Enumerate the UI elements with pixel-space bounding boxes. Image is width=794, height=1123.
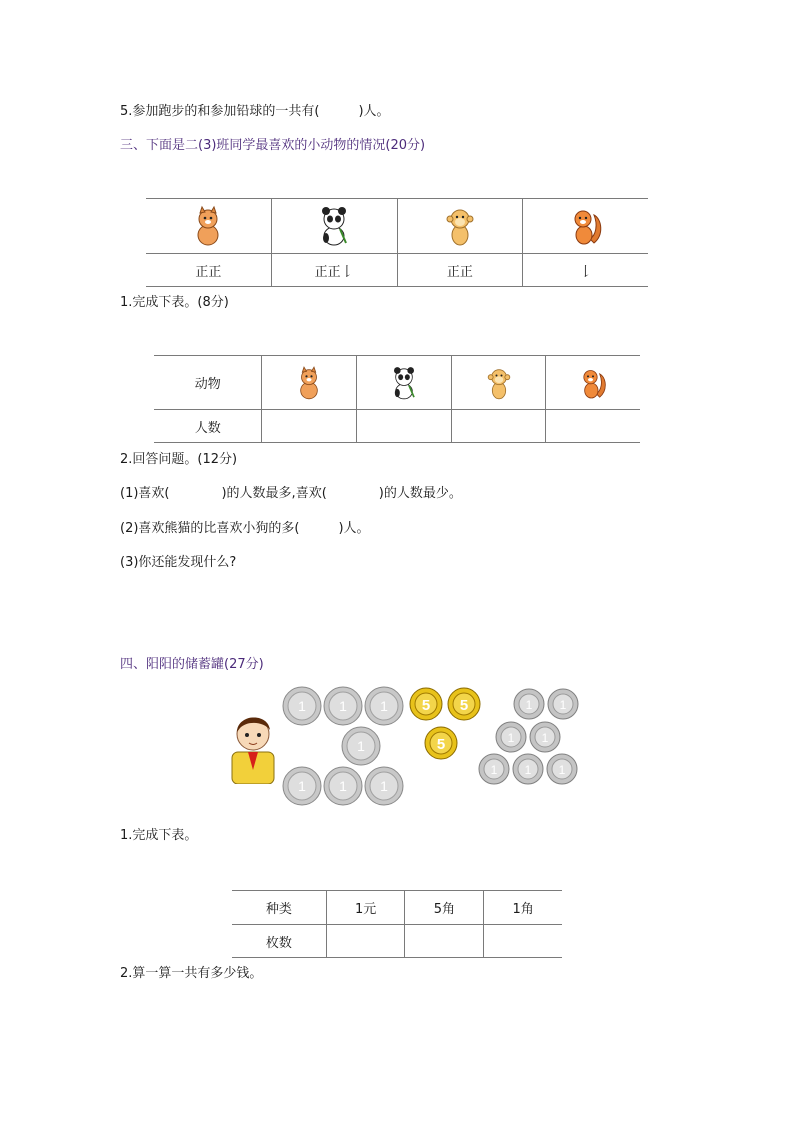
- section-3-title: 三、下面是二(3)班同学最喜欢的小动物的情况(20分): [120, 138, 426, 153]
- question-3-3: (3)你还能发现什么?: [120, 555, 237, 570]
- svg-text:1: 1: [541, 731, 549, 745]
- one-yuan-coin-2: [323, 686, 363, 730]
- count-cell-squirrel[interactable]: [546, 410, 640, 443]
- coin-icon: [546, 753, 578, 785]
- svg-text:5: 5: [421, 697, 431, 714]
- section-3-part-1: 1.完成下表。(8分): [120, 295, 229, 310]
- dog-icon: [190, 205, 226, 247]
- svg-text:1: 1: [380, 778, 388, 794]
- one-jiao-coin-6: [512, 753, 544, 789]
- one-yuan-coin-5: [282, 766, 322, 810]
- section-4-part-1: 1.完成下表。: [120, 828, 198, 843]
- count-cell-panda[interactable]: [357, 410, 452, 443]
- monkey-icon: [442, 205, 478, 247]
- header-one-yuan: 1元: [326, 891, 405, 925]
- coin-icon: [447, 687, 481, 721]
- svg-text:1: 1: [558, 763, 566, 777]
- svg-text:5: 5: [436, 736, 446, 753]
- question-5: 5.参加跑步的和参加铅球的一共有( )人。: [120, 104, 390, 119]
- section-3-part-2: 2.回答问题。(12分): [120, 452, 238, 467]
- animal-count-table: [154, 355, 640, 443]
- svg-text:1: 1: [380, 698, 388, 714]
- five-jiao-coin-3: [424, 726, 458, 764]
- tally-panda: 正正𠄌: [271, 254, 397, 287]
- one-yuan-coin-7: [364, 766, 404, 810]
- dog-header: [262, 356, 357, 410]
- one-jiao-coin-2: [547, 688, 579, 724]
- coin-icon: [323, 686, 363, 726]
- coin-icon: [323, 766, 363, 806]
- coin-icon: [512, 753, 544, 785]
- question-3-2: (2)喜欢熊猫的比喜欢小狗的多( )人。: [120, 521, 370, 536]
- svg-text:1: 1: [298, 698, 306, 714]
- section-4-part-2: 2.算一算一共有多少钱。: [120, 966, 263, 981]
- squirrel-header: [546, 356, 640, 410]
- panda-icon: [389, 364, 419, 402]
- coin-icon: [341, 726, 381, 766]
- count-cell-monkey[interactable]: [451, 410, 546, 443]
- coin-count-table: [232, 890, 562, 958]
- svg-text:1: 1: [298, 778, 306, 794]
- count-cell-five-jiao[interactable]: [405, 925, 484, 958]
- coin-icon: [409, 687, 443, 721]
- header-type: 种类: [232, 891, 326, 925]
- squirrel-icon: [568, 205, 604, 247]
- tally-squirrel: 𠄌: [523, 254, 648, 287]
- row-header-animal: 动物: [154, 356, 262, 410]
- one-yuan-coin-4: [341, 726, 381, 770]
- svg-text:1: 1: [339, 698, 347, 714]
- coin-icon: [547, 688, 579, 720]
- coin-icon: [282, 766, 322, 806]
- five-jiao-coin-2: [447, 687, 481, 725]
- svg-text:1: 1: [490, 763, 498, 777]
- header-five-jiao: 5角: [405, 891, 484, 925]
- row-header-coin-count: 枚数: [232, 925, 326, 958]
- count-cell-one-yuan[interactable]: [326, 925, 405, 958]
- section-4-title: 四、阳阳的储蓄罐(27分): [120, 657, 264, 672]
- tally-dog: 正正: [146, 254, 271, 287]
- svg-text:1: 1: [507, 731, 515, 745]
- coin-icon: [282, 686, 322, 726]
- svg-text:1: 1: [339, 778, 347, 794]
- header-one-jiao: 1角: [484, 891, 562, 925]
- question-3-1: (1)喜欢( )的人数最多,喜欢( )的人数最少。: [120, 486, 462, 501]
- coin-icon: [513, 688, 545, 720]
- one-yuan-coin-1: [282, 686, 322, 730]
- panda-icon: [316, 205, 352, 247]
- panda-cell: [271, 199, 397, 254]
- one-jiao-coin-5: [478, 753, 510, 789]
- squirrel-cell: [523, 199, 648, 254]
- boy-icon: [228, 704, 278, 784]
- monkey-cell: [397, 199, 523, 254]
- one-yuan-coin-3: [364, 686, 404, 730]
- dog-cell: [146, 199, 271, 254]
- svg-text:1: 1: [357, 738, 365, 754]
- monkey-icon: [484, 364, 514, 402]
- svg-text:1: 1: [559, 698, 567, 712]
- count-cell-one-jiao[interactable]: [484, 925, 562, 958]
- tally-monkey: 正正: [397, 254, 523, 287]
- svg-text:1: 1: [525, 698, 533, 712]
- row-header-count: 人数: [154, 410, 262, 443]
- tally-table: [146, 198, 648, 287]
- five-jiao-coin-1: [409, 687, 443, 725]
- one-jiao-coin-7: [546, 753, 578, 789]
- one-jiao-coin-1: [513, 688, 545, 724]
- coin-icon: [478, 753, 510, 785]
- squirrel-icon: [578, 364, 608, 402]
- one-jiao-coin-3: [495, 721, 527, 757]
- coin-icon: [364, 686, 404, 726]
- dog-icon: [294, 364, 324, 402]
- svg-text:1: 1: [524, 763, 532, 777]
- coin-icon: [495, 721, 527, 753]
- panda-header: [357, 356, 452, 410]
- count-cell-dog[interactable]: [262, 410, 357, 443]
- coin-icon: [364, 766, 404, 806]
- monkey-header: [451, 356, 546, 410]
- one-jiao-coin-4: [529, 721, 561, 757]
- one-yuan-coin-6: [323, 766, 363, 810]
- coin-icon: [424, 726, 458, 760]
- svg-text:5: 5: [459, 697, 469, 714]
- coin-icon: [529, 721, 561, 753]
